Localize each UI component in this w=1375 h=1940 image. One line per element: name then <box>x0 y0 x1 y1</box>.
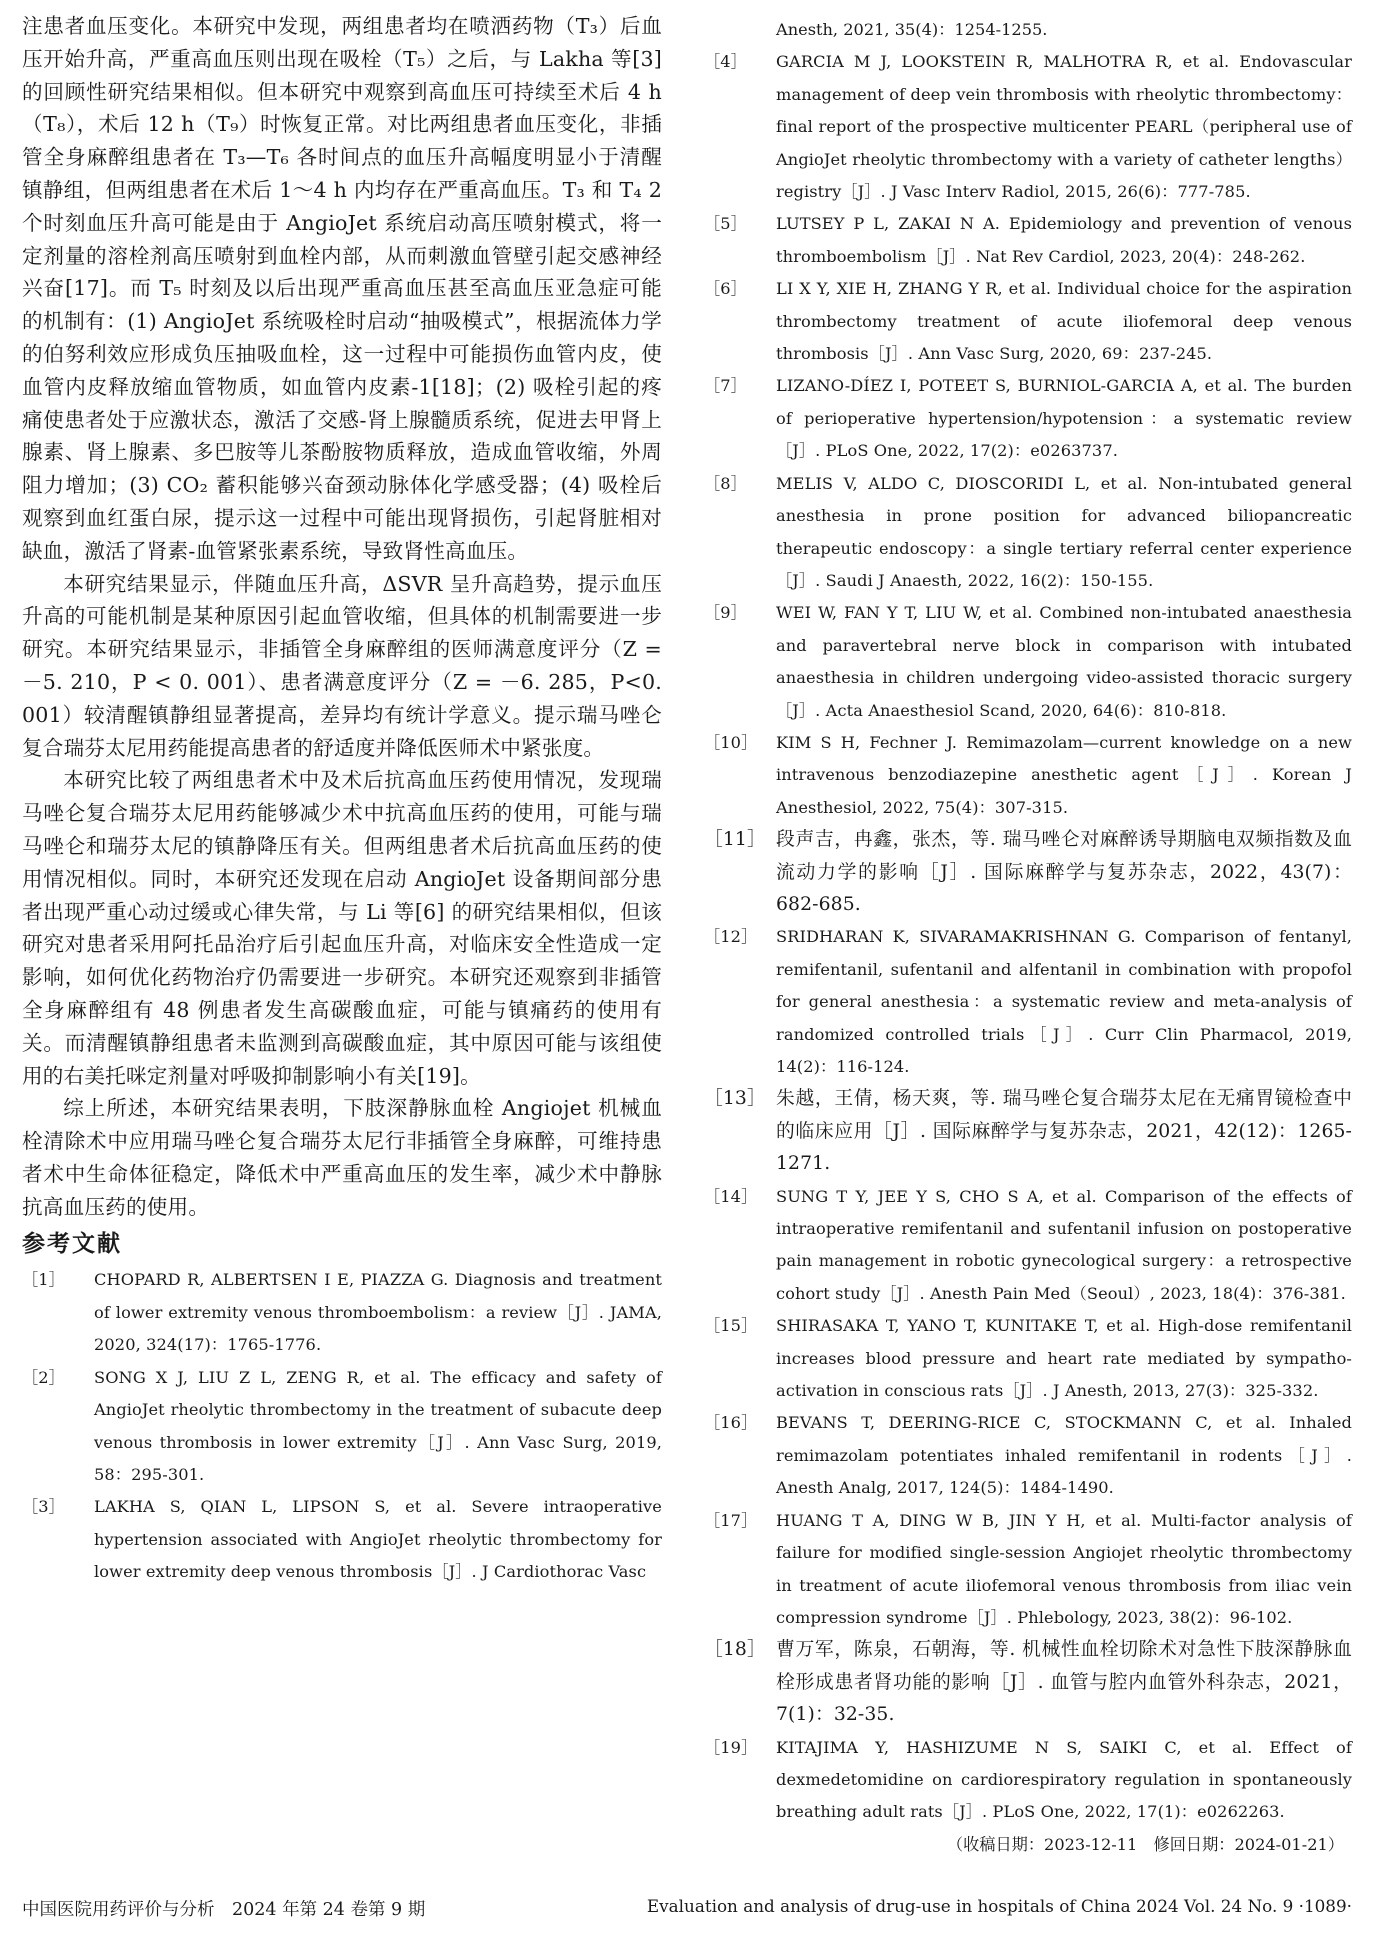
reference-text: KIM S H, Fechner J. Remimazolam—current knowledge on a new intravenous benzodiazepine anesthetic agent［J］. Korean J Anesthesiol, 2022, 75(4)：307-315. <box>776 732 1352 817</box>
page-footer <box>22 1896 1352 1926</box>
reference-text: SONG X J, LIU Z L, ZENG R, et al. The efficacy and safety of AngioJet rheolytic thrombectomy in the treatment of subacute deep venous thrombosis in lower extremity［J］. Ann Vasc Surg, 2019, 58：295-301. <box>94 1367 662 1484</box>
reference-number: ［2］ <box>22 1367 65 1387</box>
reference-text: LI X Y, XIE H, ZHANG Y R, et al. Individual choice for the aspiration thrombectomy treatment of acute iliofemoral deep venous thrombosis［J］. Ann Vasc Surg, 2020, 69：237-245. <box>776 279 1352 364</box>
reference-number: ［12］ <box>704 927 758 947</box>
reference-number: ［3］ <box>22 1497 65 1517</box>
right-column <box>704 14 1352 1861</box>
reference-number: ［6］ <box>704 279 747 299</box>
reference-item <box>704 824 1352 921</box>
reference-item <box>704 1181 1352 1311</box>
reference-item <box>704 273 1352 370</box>
reference-text: HUANG T A, DING W B, JIN Y H, et al. Multi-factor analysis of failure for modified single-session Angiojet rheolytic thrombectomy in treatment of acute iliofemoral venous thrombosis from iliac vein compression syndrome［J］. Phlebology, 2023, 38(2)：96-102. <box>776 1510 1352 1627</box>
reference-item <box>22 1264 662 1361</box>
paragraph-text: 综上所述，本研究结果表明，下肢深静脉血栓 Angiojet 机械血栓清除术中应用瑞马唑仑复合瑞芬太尼行非插管全身麻醉，可维持患者术中生命体征稳定，降低术中严重高血压的发生率，减少术中静脉抗高血压药的使用。 <box>22 1096 662 1219</box>
reference-text: SHIRASAKA T, YANO T, KUNITAKE T, et al. High-dose remifentanil increases blood pressure and heart rate mediated by sympatho-activation in conscious rats［J］. J Anesth, 2013, 27(3)：325-332. <box>776 1316 1352 1401</box>
reference-text: CHOPARD R, ALBERTSEN I E, PIAZZA G. Diagnosis and treatment of lower extremity venous thromboembolism：a review［J］. JAMA, 2020, 324(17)：1765-1776. <box>94 1270 662 1355</box>
reference-number: ［14］ <box>704 1186 758 1206</box>
reference-text: LIZANO-DÍEZ I, POTEET S, BURNIOL-GARCIA A, et al. The burden of perioperative hypertension/hypotension：a systematic review［J］. PLoS One, 2022, 17(2)：e0263737. <box>776 376 1352 461</box>
reference-item <box>704 468 1352 598</box>
reference-text: BEVANS T, DEERING-RICE C, STOCKMANN C, et al. Inhaled remimazolam potentiates inhaled remifentanil in rodents［J］. Anesth Analg, 2017, 124(5)：1484-1490. <box>776 1413 1352 1498</box>
reference-continuation: Anesth, 2021, 35(4)：1254-1255. <box>776 20 1048 39</box>
reference-number: ［18］ <box>704 1639 766 1661</box>
reference-item <box>704 1505 1352 1635</box>
reference-number: ［5］ <box>704 214 747 234</box>
reference-number: ［7］ <box>704 376 747 396</box>
reference-number: ［8］ <box>704 473 747 493</box>
reference-number: ［16］ <box>704 1413 758 1433</box>
reference-text: LUTSEY P L, ZAKAI N A. Epidemiology and prevention of venous thromboembolism［J］. Nat Rev Cardiol, 2023, 20(4)：248-262. <box>776 214 1352 266</box>
reference-text: WEI W, FAN Y T, LIU W, et al. Combined non-intubated anaesthesia and paravertebral nerve block in comparison with intubated anaesthesia in children undergoing video-assisted thoracic surgery［J］. Acta Anaesthesiol Scand, 2020, 64(6)：810-818. <box>776 603 1352 720</box>
reference-text: KITAJIMA Y, HASHIZUME N S, SAIKI C, et al. Effect of dexmedetomidine on cardiorespiratory regulation in spontaneously breathing adult rats［J］. PLoS One, 2022, 17(1)：e0262263. <box>776 1737 1352 1822</box>
reference-text: MELIS V, ALDO C, DIOSCORIDI L, et al. Non-intubated general anesthesia in prone position for advanced biliopancreatic therapeutic endoscopy：a single tertiary referral center experience［J］. Saudi J Anaesth, 2022, 16(2)：150-155. <box>776 473 1352 590</box>
reference-number: ［1］ <box>22 1270 65 1290</box>
reference-item <box>704 46 1352 208</box>
reference-item <box>704 208 1352 273</box>
journal-name-en: Evaluation and analysis of drug-use in hospitals of China 2024 Vol. 24 No. 9 ·1089· <box>646 1896 1352 1916</box>
reference-text: SUNG T Y, JEE Y S, CHO S A, et al. Comparison of the effects of intraoperative remifentanil and sufentanil infusion on postoperative pain management in robotic gynecological surgery：a retrospective cohort study［J］. Anesth Pain Med（Seoul）, 2023, 18(4)：376-381. <box>776 1186 1352 1303</box>
received-dates: （收稿日期：2023-12-11 修回日期：2024-01-21） <box>946 1834 1344 1854</box>
journal-name-cn: 中国医院用药评价与分析 2024 年第 24 卷第 9 期 <box>22 1900 426 1920</box>
reference-number: ［19］ <box>704 1737 758 1757</box>
reference-number: ［15］ <box>704 1316 758 1336</box>
reference-item <box>704 921 1352 1083</box>
reference-item <box>704 1732 1352 1829</box>
reference-text: 曹万军，陈泉，石朝海，等. 机械性血栓切除术对急性下肢深静脉血栓形成患者肾功能的影响［J］. 血管与腔内血管外科杂志，2021，7(1)：32-35. <box>776 1639 1352 1726</box>
body-paragraph <box>22 1092 662 1223</box>
reference-item <box>704 727 1352 824</box>
reference-number: ［11］ <box>704 829 766 851</box>
reference-text: 段声吉，冉鑫，张杰，等. 瑞马唑仑对麻醉诱导期脑电双频指数及血流动力学的影响［J］. 国际麻醉学与复苏杂志，2022，43(7)：682-685. <box>776 829 1352 915</box>
body-paragraph <box>22 764 662 1092</box>
paragraph-text: 本研究比较了两组患者术中及术后抗高血压药使用情况，发现瑞马唑仑复合瑞芬太尼用药能够减少术中抗高血压药的使用，可能与瑞马唑仑和瑞芬太尼的镇静降压有关。但两组患者术后抗高血压药的使用情况相似。同时，本研究还发现在启动 AngioJet 设备期间部分患者出现严重心动过缓或心律失常，与 Li 等[6] 的研究结果相似，但该研究对患者采用阿托品治疗后引起血压升高，对临床安全性造成一定影响，如何优化药物治疗仍需要进一步研究。本研究还观察到非插管全身麻醉组有 48 例患者发生高碳酸血症，可能与镇痛药的使用有关。而清醒镇静组患者未监测到高碳酸血症，其中原因可能与该组使用的右美托咪定剂量对呼吸抑制影响小有关[19]。 <box>22 768 662 1088</box>
references-heading: 参考文献 <box>22 1231 122 1258</box>
reference-text: 朱越，王倩，杨天爽，等. 瑞马唑仑复合瑞芬太尼在无痛胃镜检查中的临床应用［J］. 国际麻醉学与复苏杂志，2021，42(12)：1265-1271. <box>776 1088 1352 1175</box>
reference-item <box>704 1634 1352 1731</box>
left-column <box>22 10 662 1589</box>
reference-number: ［17］ <box>704 1510 758 1530</box>
reference-item <box>704 1083 1352 1180</box>
reference-list-right <box>704 46 1352 1828</box>
reference-item <box>704 1407 1352 1504</box>
reference-number: ［13］ <box>704 1088 766 1110</box>
reference-item <box>704 370 1352 467</box>
reference-text: GARCIA M J, LOOKSTEIN R, MALHOTRA R, et al. Endovascular management of deep vein thrombosis with rheolytic thrombectomy：final report of the prospective multicenter PEARL（peripheral use of AngioJet rheolytic thrombectomy with a variety of catheter lengths）registry［J］. J Vasc Interv Radiol, 2015, 26(6)：777-785. <box>776 52 1352 202</box>
reference-list-left <box>22 1264 662 1588</box>
paragraph-text: 注患者血压变化。本研究中发现，两组患者均在喷洒药物（T₃）后血压开始升高，严重高血压则出现在吸栓（T₅）之后，与 Lakha 等[3] 的回顾性研究结果相似。但本研究中观察到高血压可持续至术后 4 h（T₈），术后 12 h（T₉）时恢复正常。对比两组患者血压变化，非插管全身麻醉组患者在 T₃—T₆ 各时间点的血压升高幅度明显小于清醒镇静组，但两组患者在术后 1～4 h 内均存在严重高血压。T₃ 和 T₄ 2 个时刻血压升高可能是由于 AngioJet 系统启动高压喷射模式，将一定剂量的溶栓剂高压喷射到血栓内部，从而刺激血管壁引起交感神经兴奋[17]。而 T₅ 时刻及以后出现严重高血压甚至高血压亚急症可能的机制有：(1) AngioJet 系统吸栓时启动“抽吸模式”，根据流体力学的伯努利效应形成负压抽吸血栓，这一过程中可能损伤血管内皮，使血管内皮释放缩血管物质，如血管内皮素-1[18]；(2) 吸栓引起的疼痛使患者处于应激状态，激活了交感-肾上腺髓质系统，促进去甲肾上腺素、肾上腺素、多巴胺等儿茶酚胺物质释放，造成血管收缩，外周阻力增加；(3) CO₂ 蓄积能够兴奋颈动脉体化学感受器；(4) 吸栓后观察到血红蛋白尿，提示这一过程中可能出现肾损伤，引起肾脏相对缺血，激活了肾素-血管紧张素系统，导致肾性高血压。 <box>22 14 662 563</box>
reference-number: ［10］ <box>704 732 758 752</box>
body-paragraph <box>22 10 662 568</box>
reference-number: ［4］ <box>704 52 747 72</box>
reference-number: ［9］ <box>704 603 747 623</box>
reference-item <box>704 597 1352 727</box>
body-paragraph <box>22 568 662 765</box>
reference-item <box>22 1362 662 1492</box>
reference-text: LAKHA S, QIAN L, LIPSON S, et al. Severe intraoperative hypertension associated with AngioJet rheolytic thrombectomy for lower extremity deep venous thrombosis［J］. J Cardiothorac Vasc <box>94 1497 662 1582</box>
reference-text: SRIDHARAN K, SIVARAMAKRISHNAN G. Comparison of fentanyl, remifentanil, sufentanil and alfentanil in combination with propofol for general anesthesia：a systematic review and meta-analysis of randomized controlled trials［J］. Curr Clin Pharmacol, 2019, 14(2)：116-124. <box>776 927 1352 1076</box>
reference-item <box>22 1491 662 1588</box>
reference-item <box>704 1310 1352 1407</box>
paragraph-text: 本研究结果显示，伴随血压升高，ΔSVR 呈升高趋势，提示血压升高的可能机制是某种原因引起血管收缩，但具体的机制需要进一步研究。本研究结果显示，非插管全身麻醉组的医师满意度评分（Z = －5. 210，P < 0. 001）、患者满意度评分（Z = －6. 285，P<0. 001）较清醒镇静组显著提高，差异均有统计学意义。提示瑞马唑仑复合瑞芬太尼用药能提高患者的舒适度并降低医师术中紧张度。 <box>22 571 662 760</box>
